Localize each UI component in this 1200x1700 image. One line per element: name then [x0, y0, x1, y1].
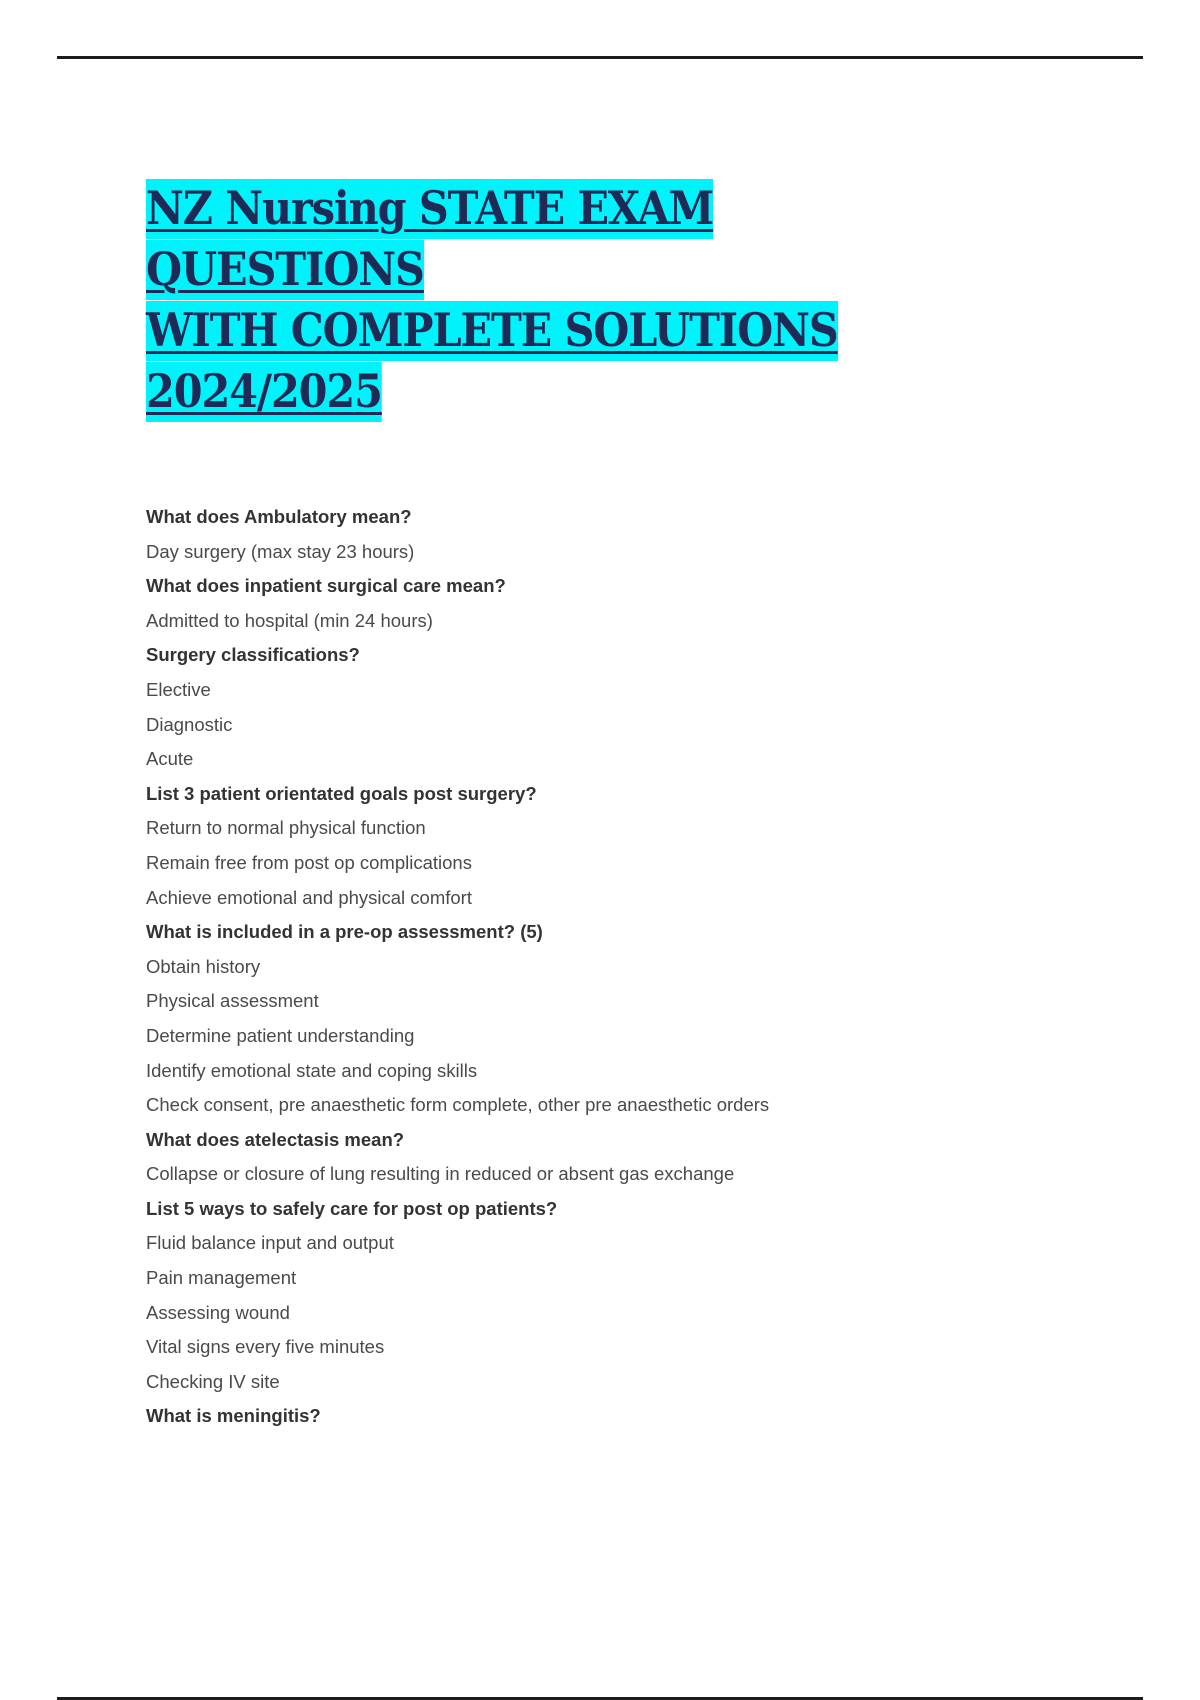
answer: Admitted to hospital (min 24 hours)	[146, 609, 433, 631]
document-title	[146, 178, 956, 422]
title-line-2: WITH COMPLETE SOLUTIONS	[146, 301, 838, 361]
question: Surgery classifications?	[146, 644, 360, 666]
top-rule	[57, 56, 1143, 59]
answer: Elective	[146, 678, 211, 700]
qa-list	[146, 500, 1106, 1434]
answer: Diagnostic	[146, 713, 233, 735]
answer: Checking IV site	[146, 1370, 280, 1392]
question: List 5 ways to safely care for post op patients?	[146, 1197, 558, 1219]
answer: Day surgery (max stay 23 hours)	[146, 540, 415, 562]
answer: Obtain history	[146, 955, 261, 977]
title-line-1: NZ Nursing STATE EXAM QUESTIONS	[146, 179, 713, 300]
answer: Physical assessment	[146, 990, 319, 1012]
answer: Fluid balance input and output	[146, 1232, 394, 1254]
answer: Acute	[146, 748, 194, 770]
question: List 3 patient orientated goals post surgery?	[146, 782, 537, 804]
answer: Determine patient understanding	[146, 1024, 415, 1046]
answer: Return to normal physical function	[146, 817, 426, 839]
answer: Remain free from post op complications	[146, 851, 472, 873]
question: What does atelectasis mean?	[146, 1128, 405, 1150]
answer: Pain management	[146, 1267, 297, 1289]
question: What does Ambulatory mean?	[146, 506, 412, 527]
answer: Vital signs every five minutes	[146, 1336, 385, 1358]
title-line-3: 2024/2025	[146, 362, 382, 422]
question: What is meningitis?	[146, 1405, 321, 1427]
answer: Identify emotional state and coping skills	[146, 1059, 478, 1081]
answer: Achieve emotional and physical comfort	[146, 886, 472, 908]
question: What is included in a pre-op assessment? (5)	[146, 921, 543, 943]
answer: Assessing wound	[146, 1301, 290, 1323]
answer: Check consent, pre anaesthetic form complete, other pre anaesthetic orders	[146, 1094, 770, 1116]
question: What does inpatient surgical care mean?	[146, 575, 506, 597]
answer: Collapse or closure of lung resulting in reduced or absent gas exchange	[146, 1163, 735, 1185]
